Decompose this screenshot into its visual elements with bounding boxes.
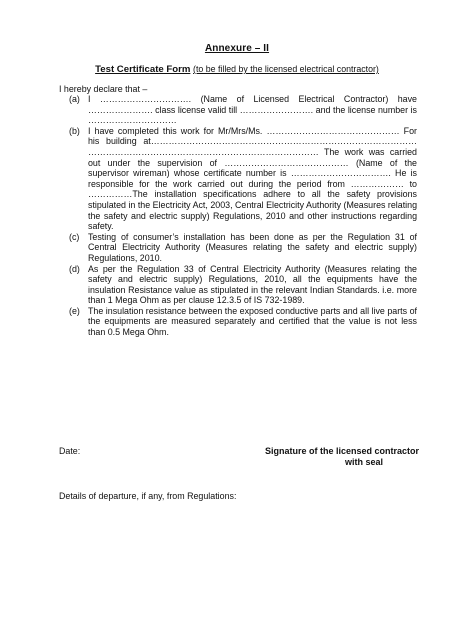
declaration-item-e [59,306,417,338]
item-marker: (b) [69,125,80,136]
declaration-item-c [59,232,417,264]
item-text: The insulation resistance between the exposed conductive parts and all live parts of the equipments are measured separately and certified that the value is not less than 0.5 Mega Ohm. [88,305,417,338]
declaration-item-d [59,264,417,306]
form-subtitle: (to be filled by the licensed electrical contractor) [193,64,379,74]
signature-label: Signature of the licensed contractor [264,446,419,456]
signature-block [265,446,419,468]
signature-seal-label: with seal [344,457,383,467]
declaration-item-a [59,94,417,126]
item-marker: (e) [69,305,80,316]
item-marker: (d) [69,263,80,274]
item-text: I …………………………. (Name of Licensed Electrical Contractor) have …………………. class license valid till ……………………. and the license number is ………………………… [88,94,417,126]
form-title: Test Certificate Form [95,64,191,75]
item-text: Testing of consumer’s installation has been done as per the Regulation 31 of Central Electricity Authority (Measures relating the safety and electric supply) Regulations, 2010. [88,231,417,263]
form-title-line [0,64,474,75]
declaration-list [59,94,417,338]
date-label: Date: [59,446,81,456]
departure-label: Details of departure, if any, from Regulations: [59,491,237,501]
item-marker: (c) [69,231,80,242]
item-marker: (a) [69,94,80,104]
item-text: As per the Regulation 33 of Central Electricity Authority (Measures relating the safety and electric supply) Regulations, 2010, all the equipments have the insulation Resistance value as stipulated in the relevant Indian Standards. i.e. more than 1 Mega Ohm as per clause 12.3.5 of IS 732-1989. [88,263,417,306]
item-text: I have completed this work for Mr/Mrs/Ms. ……………………………………… For his building at……………………………………………………………………………… …………………………………………………………………… The work was carried out under the supervision of …………………………………… (Name of the supervisor wireman) whose certificate number is ……………………………. He is responsible for the work carried out during the period from ……………… to ……………The installation specifications adhere to all the safety provisions stipulated in the Electricity Act, 2003, Central Electricity Authority (Measures relating the safety and electric supply) Regulations, 2010 and other instructions regarding safety. [88,125,418,232]
annexure-title: Annexure – II [204,43,270,54]
declaration-item-b [59,126,417,232]
declaration-intro: I hereby declare that – [59,84,148,94]
